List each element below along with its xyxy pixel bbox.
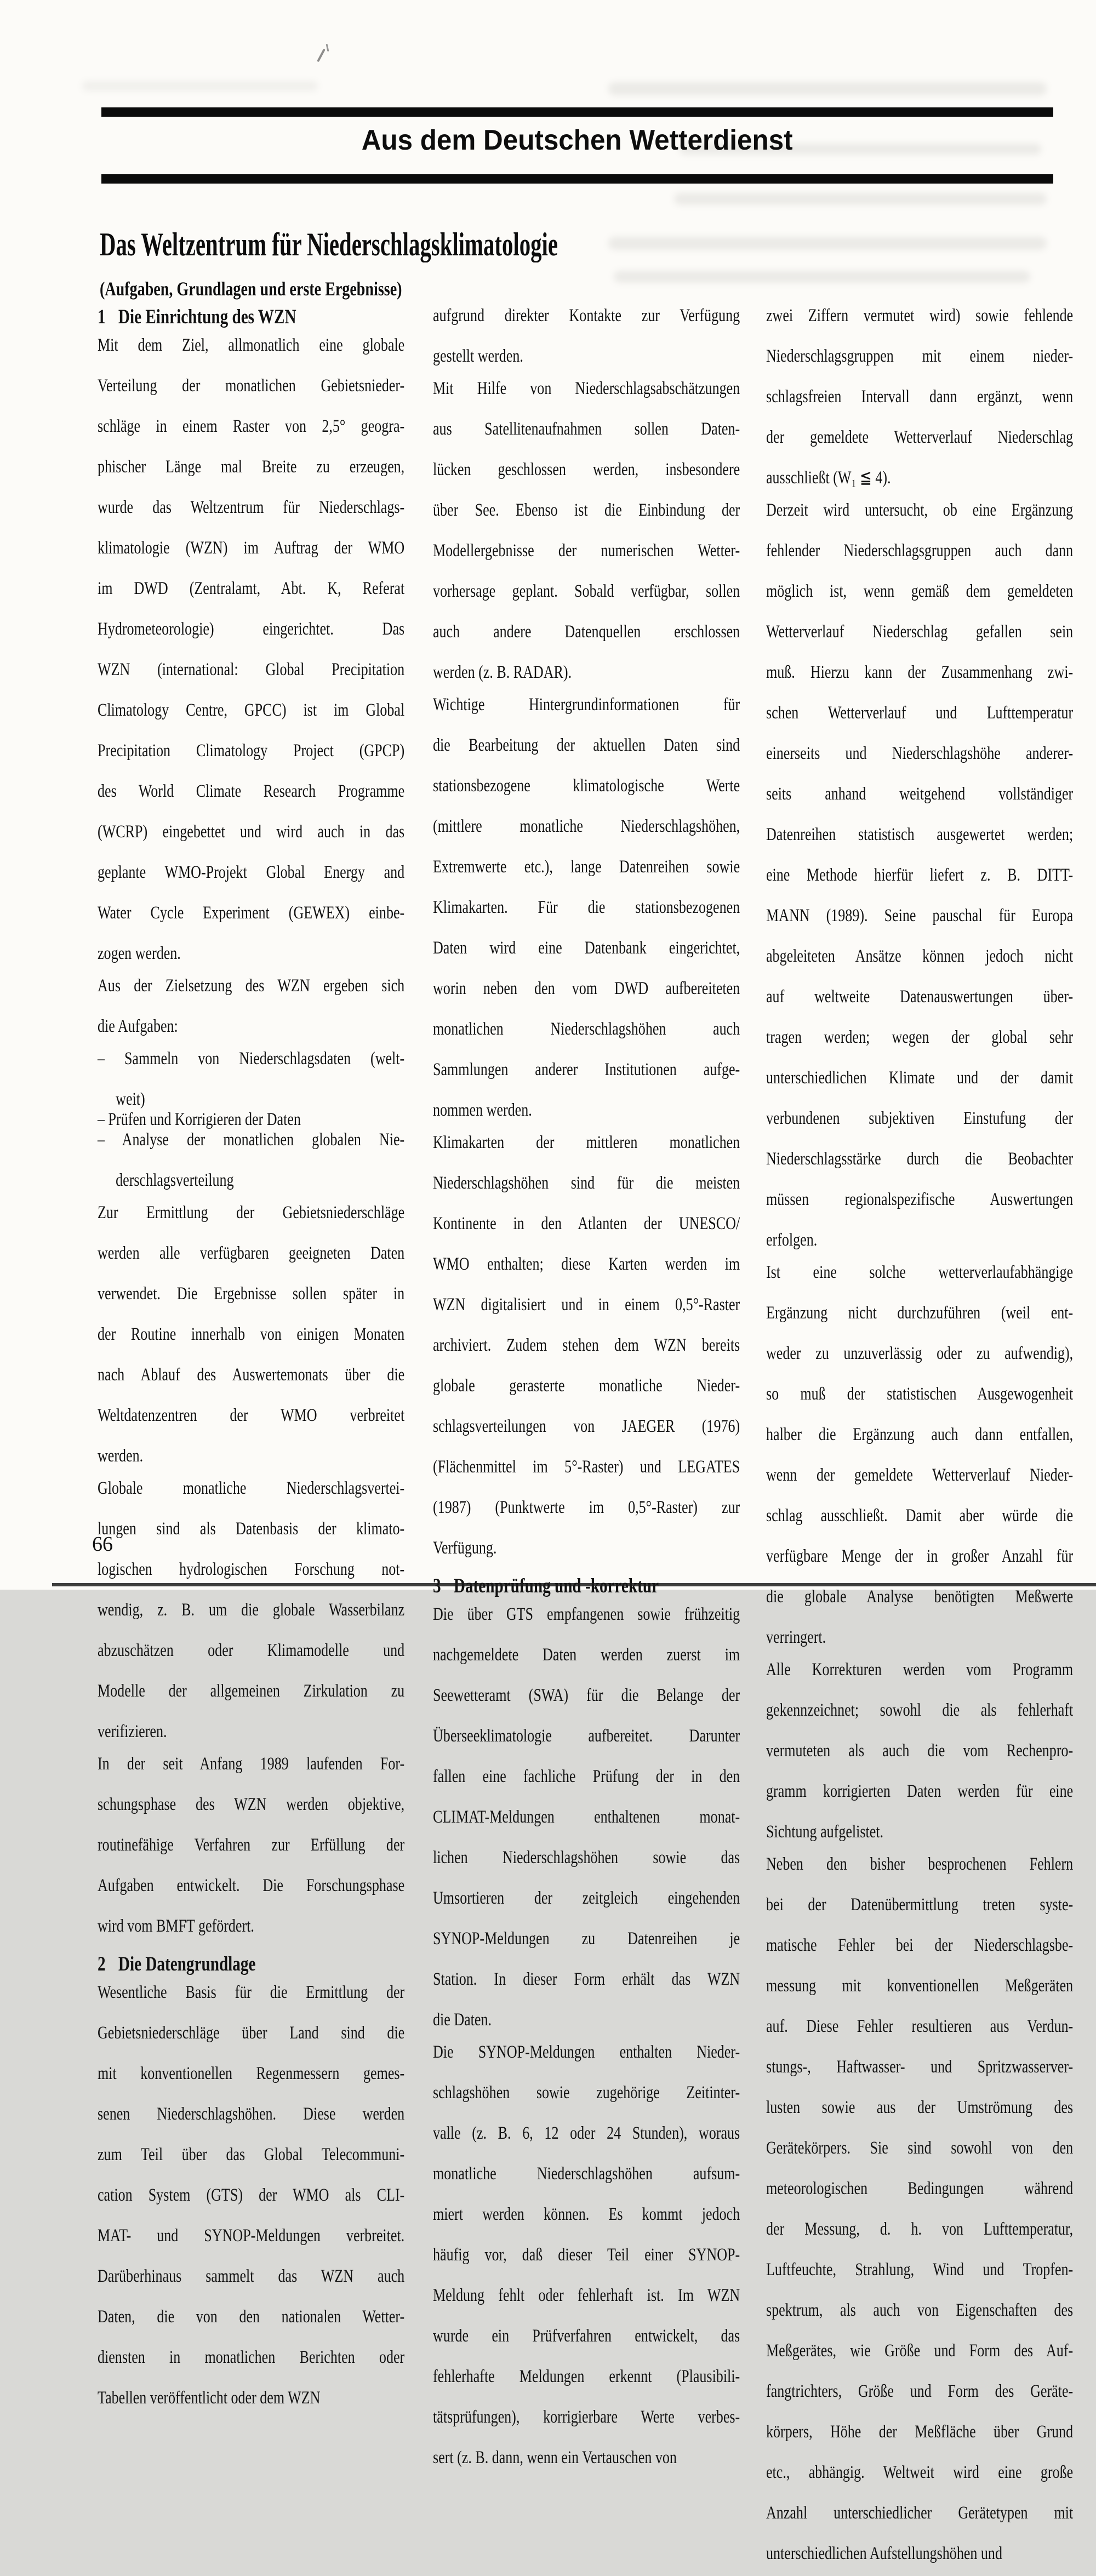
paragraph <box>98 335 404 964</box>
article-subtitle: (Aufgaben, Grundlagen und erste Ergebnisse) <box>100 278 402 300</box>
text-line: auch andere Datenquellen erschlossen <box>433 622 740 642</box>
text-line: – Analyse der monatlichen globalen Nie- <box>98 1130 405 1150</box>
text-line: Daten wird eine Datenbank eingerichtet, <box>433 938 740 958</box>
text-line: halber die Ergänzung auch dann entfallen, <box>766 1425 1074 1444</box>
scan-noise <box>674 193 1047 205</box>
text-line: Modellergebnisse der numerischen Wetter- <box>433 541 740 561</box>
paragraph <box>433 379 740 683</box>
text-line: messung mit konventionellen Meßgeräten <box>766 1976 1074 1996</box>
text-line: der Messung, d. h. von Lufttemperatur, <box>766 2219 1074 2239</box>
text-line: In der seit Anfang 1989 laufenden For- <box>98 1754 405 1774</box>
text-line: Verfügung. <box>433 1538 497 1558</box>
text-line: Mit Hilfe von Niederschlagsabschätzungen <box>433 379 740 398</box>
text-line: routinefähige Verfahren zur Erfüllung der <box>98 1835 405 1855</box>
text-line: des World Climate Research Programme <box>98 781 405 801</box>
text-line: miert werden können. Es kommt jedoch <box>433 2204 740 2224</box>
text-line: verbundenen subjektiven Einstufung der <box>766 1109 1074 1128</box>
text-line: Die über GTS empfangenen sowie frühzeitig <box>433 1604 740 1624</box>
text-line: Hydrometeorologie) eingerichtet. Das <box>98 619 405 639</box>
scan-noise <box>82 81 318 91</box>
text-line: matische Fehler bei der Niederschlagsbe- <box>766 1935 1074 1955</box>
section-heading <box>98 1953 404 1976</box>
text-line: Gebietsniederschläge über Land sind die <box>98 2023 405 2043</box>
text-line: Water Cycle Experiment (GEWEX) einbe- <box>98 903 405 923</box>
text-line: klimatologie (WZN) im Auftrag der WMO <box>98 538 405 558</box>
text-line: die Aufgaben: <box>98 1016 178 1036</box>
bullet-list <box>98 1049 404 1191</box>
page-bottom-rule <box>52 1583 1096 1586</box>
text-line: Globale monatliche Niederschlagsvertei- <box>98 1478 405 1498</box>
text-line: Station. In dieser Form erhält das WZN <box>433 1969 740 1989</box>
text-line: tätsprüfungen), korrigierbare Werte verbes- <box>433 2407 740 2427</box>
text-line: geplante WMO-Projekt Global Energy and <box>98 863 405 882</box>
pen-mark <box>317 49 326 62</box>
text-line: ausschließt (W₁ ≦ 4). <box>766 468 891 488</box>
text-line: Gerätekörpers. Sie sind sowohl von den <box>766 2138 1074 2158</box>
text-line: globale gerasterte monatliche Nieder- <box>433 1376 740 1396</box>
text-line: Mit dem Ziel, allmonatlich eine globale <box>98 335 405 355</box>
text-line: Klimakarten. Für die stationsbezogenen <box>433 898 740 917</box>
section-number <box>433 1575 454 1598</box>
text-line: tragen werden; wegen der global sehr <box>766 1027 1074 1047</box>
text-line: Meldung fehlt oder fehlerhaft ist. Im WZN <box>433 2286 740 2305</box>
text-line: – Prüfen und Korrigieren der Daten <box>98 1110 301 1129</box>
section-number: 2 <box>98 1953 106 1975</box>
text-line: monatliche Niederschlagshöhen aufsum- <box>433 2164 740 2184</box>
text-line: Niederschlagshöhen sind für die meisten <box>433 1173 740 1193</box>
article-title: Das Weltzentrum für Niederschlagsklimatologie <box>100 226 558 262</box>
text-line: valle (z. B. 6, 12 oder 24 Stunden), woraus <box>433 2123 740 2143</box>
text-line: wenn der gemeldete Wetterverlauf Nieder- <box>766 1465 1074 1485</box>
text-line: fehlerhafte Meldungen erkennt (Plausibili- <box>433 2367 740 2386</box>
text-line: Wesentliche Basis für die Ermittlung der <box>98 1983 405 2002</box>
text-line: lichen Niederschlagshöhen sowie das <box>433 1848 740 1867</box>
text-line: werden (z. B. RADAR). <box>433 662 572 682</box>
paragraph <box>98 1754 404 1937</box>
text-line: stungs-, Haftwasser- und Spritzwasserver- <box>766 2057 1074 2077</box>
page-number: 66 <box>92 1533 113 1556</box>
text-line: zum Teil über das Global Telecommuni- <box>98 2145 405 2164</box>
text-line: SYNOP-Meldungen zu Datenreihen je <box>433 1929 740 1949</box>
text-line: meteorologischen Bedingungen während <box>766 2179 1074 2198</box>
section-title: Die Einrichtung des WZN <box>118 306 296 328</box>
text-line: sert (z. B. dann, wenn ein Vertauschen von <box>433 2448 677 2468</box>
text-line: der Routine innerhalb von einigen Monaten <box>98 1324 405 1344</box>
text-line: archiviert. Zudem stehen dem WZN bereits <box>433 1335 740 1355</box>
text-line: Weltdatenzentren der WMO verbreitet <box>98 1406 405 1425</box>
text-line: fallen eine fachliche Prüfung der in den <box>433 1767 740 1786</box>
text-line: schen Wetterverlauf und Lufttemperatur <box>766 703 1074 723</box>
text-line: Die SYNOP-Meldungen enthalten Nieder- <box>433 2042 740 2062</box>
paragraph <box>766 500 1073 1250</box>
text-line: weder zu unzuverlässig oder zu aufwendig), <box>766 1344 1074 1363</box>
text-line: auf. Diese Fehler resultieren aus Verdun- <box>766 2017 1074 2036</box>
text-line: wurde ein Prüfverfahren entwickelt, das <box>433 2326 740 2346</box>
text-line: monatlichen Niederschlagshöhen auch <box>433 1019 740 1039</box>
text-line: Darüberhinaus sammelt das WZN auch <box>98 2266 405 2286</box>
text-line: Derzeit wird untersucht, ob eine Ergänzung <box>766 500 1074 520</box>
text-line: diensten in monatlichen Berichten oder <box>98 2347 405 2367</box>
text-line: Tabellen veröffentlicht oder dem WZN <box>98 2388 321 2408</box>
scan-noise <box>608 237 1047 250</box>
text-line: fehlender Niederschlagsgruppen auch dann <box>766 541 1074 561</box>
paragraph <box>766 1263 1073 1648</box>
text-line: Daten, die von den nationalen Wetter- <box>98 2307 405 2327</box>
scan-noise <box>614 271 1030 283</box>
text-line: Aus der Zielsetzung des WZN ergeben sich <box>98 976 405 996</box>
text-line: gestellt werden. <box>433 346 523 366</box>
paragraph <box>98 1478 404 1742</box>
text-line: schlagsverteilungen von JAEGER (1976) <box>433 1416 740 1436</box>
masthead-top-rule <box>101 107 1053 117</box>
text-line: (Flächenmittel im 5°-Raster) und LEGATES <box>433 1457 740 1477</box>
masthead-banner <box>101 124 1053 157</box>
text-line: (1987) (Punktwerte im 0,5°-Raster) zur <box>433 1498 740 1517</box>
text-line: Precipitation Climatology Project (GPCP) <box>98 741 405 761</box>
text-line: Sammlungen anderer Institutionen aufge- <box>433 1060 740 1079</box>
text-line: gekennzeichnet; sowohl die als fehlerhaft <box>766 1700 1074 1720</box>
text-line: phischer Länge mal Breite zu erzeugen, <box>98 457 405 477</box>
text-line: unterschiedlichen Aufstellungshöhen und <box>766 2544 1002 2563</box>
text-line: Verteilung der monatlichen Gebietsnieder- <box>98 376 405 396</box>
text-line: Überseeklimatologie aufbereitet. Darunter <box>433 1726 740 1746</box>
text-line: bei der Datenübermittlung treten syste- <box>766 1895 1074 1915</box>
text-line: werden alle verfügbaren geeigneten Daten <box>98 1243 405 1263</box>
text-line: Modelle der allgemeinen Zirkulation zu <box>98 1681 405 1701</box>
text-line: Meßgerätes, wie Größe und Form des Auf- <box>766 2341 1074 2361</box>
paragraph <box>98 976 404 1037</box>
text-line: (WCRP) eingebettet und wird auch in das <box>98 822 405 842</box>
text-line: Ist eine solche wetterverlaufabhängige <box>766 1263 1074 1282</box>
text-line: einerseits und Niederschlagshöhe anderer- <box>766 744 1074 763</box>
text-line: – Sammeln von Niederschlagsdaten (welt- <box>98 1049 405 1069</box>
text-line: Sichtung aufgelistet. <box>766 1822 884 1842</box>
section-heading <box>433 1575 740 1598</box>
text-line: Zur Ermittlung der Gebietsniederschläge <box>98 1203 405 1223</box>
text-line: weit) <box>116 1089 145 1109</box>
text-line: die Daten. <box>433 2010 492 2030</box>
list-item <box>98 1110 404 1130</box>
text-line: logischen hydrologischen Forschung not- <box>98 1560 405 1579</box>
text-line: MAT- und SYNOP-Meldungen verbreitet. <box>98 2226 405 2246</box>
paragraph <box>433 306 740 367</box>
text-line: schlag ausschließt. Damit aber würde die <box>766 1506 1074 1526</box>
text-line: Datenreihen statistisch ausgewertet werden; <box>766 825 1074 844</box>
text-line: verifizieren. <box>98 1722 167 1741</box>
text-line: auf weltweite Datenauswertungen über- <box>766 987 1074 1007</box>
text-line: Ergänzung nicht durchzuführen (weil ent- <box>766 1303 1074 1323</box>
text-line: im DWD (Zentralamt, Abt. K, Referat <box>98 579 405 598</box>
text-line: nachgemeldete Daten werden zuerst im <box>433 1645 740 1665</box>
text-line: aus Satellitenaufnahmen sollen Daten- <box>433 419 740 439</box>
text-line: schläge in einem Raster von 2,5° geogra- <box>98 416 405 436</box>
text-line: erfolgen. <box>766 1230 818 1250</box>
text-line: verwendet. Die Ergebnisse sollen später in <box>98 1284 405 1304</box>
text-line: Neben den bisher besprochenen Fehlern <box>766 1854 1074 1874</box>
paragraph <box>766 1854 1073 2564</box>
text-line: Umsortieren der zeitgleich eingehenden <box>433 1888 740 1908</box>
text-line: abzuschätzen oder Klimamodelle und <box>98 1641 405 1660</box>
text-line: Kontinente in den Atlanten der UNESCO/ <box>433 1214 740 1233</box>
paragraph <box>433 1604 740 2030</box>
text-line: vorhersage geplant. Sobald verfügbar, sollen <box>433 581 740 601</box>
text-line: senen Niederschlagshöhen. Diese werden <box>98 2104 405 2124</box>
masthead-bottom-rule <box>101 174 1053 184</box>
text-line: wurde das Weltzentrum für Niederschlags- <box>98 498 405 517</box>
text-line: Alle Korrekturen werden vom Programm <box>766 1660 1074 1680</box>
column-1 <box>98 306 404 2420</box>
paragraph <box>433 1133 740 1558</box>
text-line: MANN (1989). Seine pauschal für Europa <box>766 906 1074 926</box>
text-line: derschlagsverteilung <box>116 1170 234 1190</box>
text-line: zwei Ziffern vermutet wird) sowie fehlende <box>766 306 1074 325</box>
paragraph <box>766 1660 1073 1842</box>
text-line: Climatology Centre, GPCC) ist im Global <box>98 700 405 720</box>
section-number: 1 <box>98 306 106 328</box>
paragraph <box>98 1983 404 2408</box>
text-line: abgeleiteten Ansätze können jedoch nicht <box>766 946 1074 966</box>
text-line: Luftfeuchte, Strahlung, Wind und Tropfen- <box>766 2260 1074 2280</box>
text-line: Extremwerte etc.), lange Datenreihen sowie <box>433 857 740 877</box>
text-line: wird vom BMFT gefördert. <box>98 1916 254 1936</box>
paragraph <box>433 2042 740 2468</box>
text-line: lusten sowie aus der Umströmung des <box>766 2098 1074 2117</box>
text-line: schlagsfreien Intervall dann ergänzt, wenn <box>766 387 1074 407</box>
text-line: nach Ablauf des Auswertemonats über die <box>98 1365 405 1385</box>
text-line: der gemeldete Wetterverlauf Niederschlag <box>766 427 1074 447</box>
text-line: werden. <box>98 1446 144 1466</box>
text-line: WZN digitalisiert und in einem 0,5°-Raster <box>433 1295 740 1315</box>
text-line: gramm korrigierten Daten werden für eine <box>766 1781 1074 1801</box>
text-line: WMO enthalten; diese Karten werden im <box>433 1254 740 1274</box>
text-line: müssen regionalspezifische Auswertungen <box>766 1190 1074 1209</box>
text-line: Seewetteramt (SWA) für die Belange der <box>433 1686 740 1705</box>
text-line: Wichtige Hintergrundinformationen für <box>433 695 740 715</box>
text-line: möglich ist, wenn gemäß dem gemeldeten <box>766 581 1074 601</box>
masthead-banner-text: Aus dem Deutschen Wetterdienst <box>362 124 793 156</box>
text-line: die Bearbeitung der aktuellen Daten sind <box>433 735 740 755</box>
text-line: Niederschlagsstärke durch die Beobachter <box>766 1149 1074 1169</box>
text-line: (mittlere monatliche Niederschlagshöhen, <box>433 816 740 836</box>
text-line: unterschiedlichen Klimate und der damit <box>766 1068 1074 1088</box>
text-line: vermuteten als auch die vom Rechenpro- <box>766 1741 1074 1761</box>
text-line: lücken geschlossen werden, insbesondere <box>433 460 740 479</box>
section-heading <box>98 306 404 329</box>
column-3 <box>766 306 1073 2576</box>
text-line: Anzahl unterschiedlicher Gerätetypen mit <box>766 2503 1074 2523</box>
text-line: stationsbezogene klimatologische Werte <box>433 776 740 796</box>
text-line: spektrum, als auch von Eigenschaften des <box>766 2300 1074 2320</box>
text-line: Klimakarten der mittleren monatlichen <box>433 1133 740 1152</box>
text-line: schungsphase des WZN werden objektive, <box>98 1795 405 1814</box>
text-line: cation System (GTS) der WMO als CLI- <box>98 2185 405 2205</box>
paragraph <box>98 1203 404 1466</box>
list-item <box>98 1049 404 1110</box>
text-line: zogen werden. <box>98 944 181 963</box>
text-line: CLIMAT-Meldungen enthaltenen monat- <box>433 1807 740 1827</box>
paragraph <box>766 306 1073 488</box>
text-line: seits anhand weitgehend vollständiger <box>766 784 1074 804</box>
text-line: muß. Hierzu kann der Zusammenhang zwi- <box>766 662 1074 682</box>
section-title: Die Datengrundlage <box>118 1953 256 1975</box>
text-line: die globale Analyse benötigten Meßwerte <box>766 1587 1074 1607</box>
text-line: worin neben den vom DWD aufbereiteten <box>433 979 740 998</box>
text-line: nommen werden. <box>433 1100 532 1120</box>
scan-noise <box>608 82 1047 95</box>
text-line: über See. Ebenso ist die Einbindung der <box>433 500 740 520</box>
list-item <box>98 1130 404 1191</box>
text-line: körpers, Höhe der Meßfläche über Grund <box>766 2422 1074 2442</box>
text-line: so muß der statistischen Ausgewogenheit <box>766 1384 1074 1404</box>
text-line: aufgrund direkter Kontakte zur Verfügung <box>433 306 740 325</box>
text-line: fangtrichters, Größe und Form des Geräte- <box>766 2381 1074 2401</box>
column-2 <box>433 306 740 2480</box>
text-line: mit konventionellen Regenmessern gemes- <box>98 2064 405 2083</box>
text-line: Aufgaben entwickelt. Die Forschungsphase <box>98 1876 405 1895</box>
text-line: Wetterverlauf Niederschlag gefallen sein <box>766 622 1074 642</box>
text-line: Niederschlagsgruppen mit einem nieder- <box>766 346 1074 366</box>
text-line: wendig, z. B. um die globale Wasserbilanz <box>98 1600 405 1620</box>
text-line: schlagshöhen sowie zugehörige Zeitinter- <box>433 2083 740 2103</box>
text-line: verringert. <box>766 1627 826 1647</box>
paragraph <box>433 695 740 1121</box>
text-line: verfügbare Menge der in großer Anzahl für <box>766 1546 1074 1566</box>
text-line: WZN (international: Global Precipitation <box>98 660 405 679</box>
text-line: häufig vor, daß dieser Teil einer SYNOP- <box>433 2245 740 2265</box>
pen-mark <box>326 44 329 52</box>
text-line: eine Methode hierfür liefert z. B. DITT- <box>766 865 1074 885</box>
text-line: lungen sind als Datenbasis der klimato- <box>98 1519 405 1539</box>
text-line: etc., abhängig. Weltweit wird eine große <box>766 2463 1074 2482</box>
